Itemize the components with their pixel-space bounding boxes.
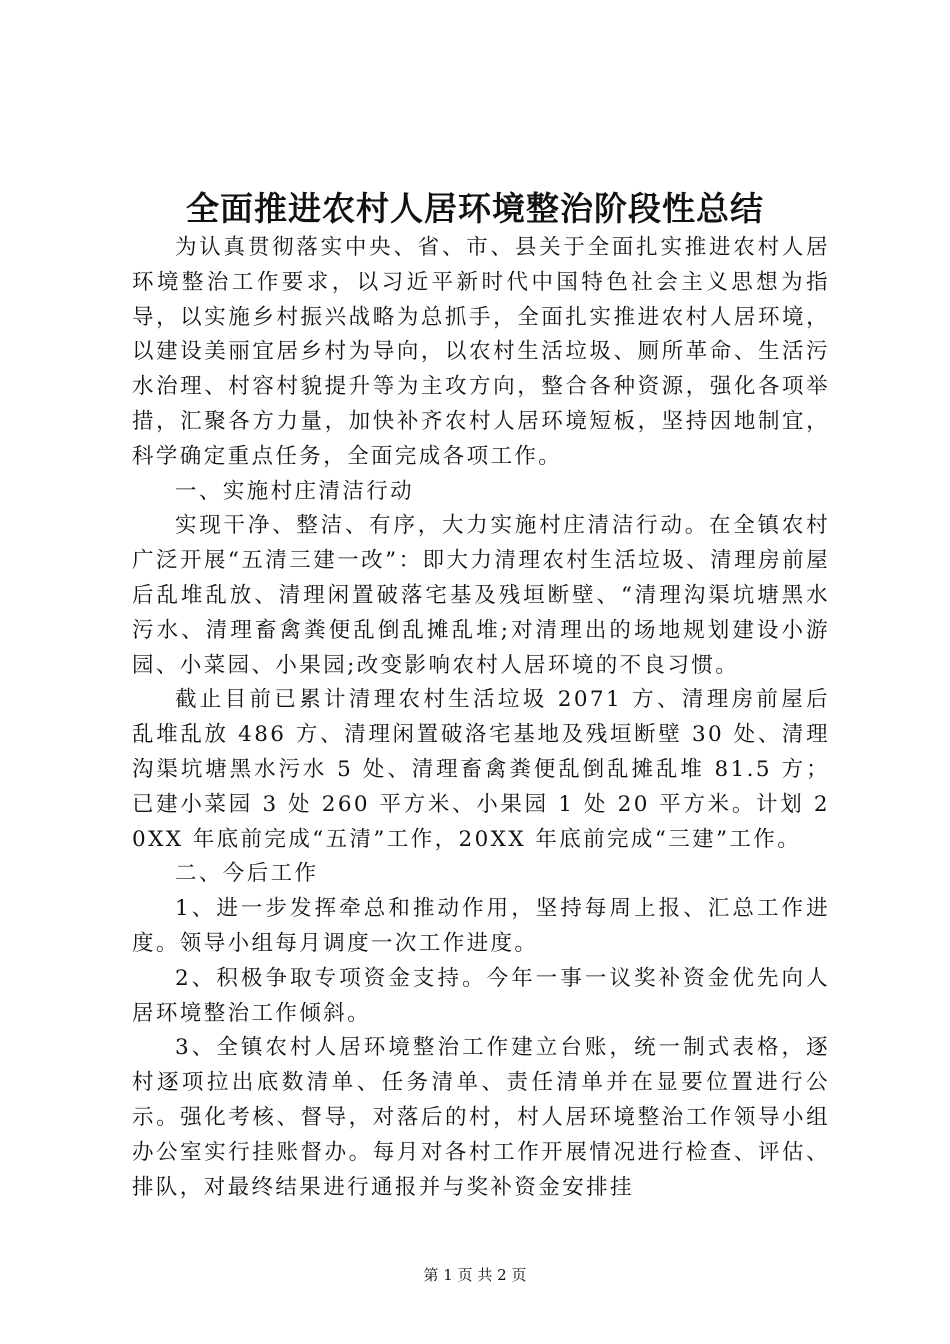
section-heading-1: 一、实施村庄清洁行动 (175, 478, 415, 504)
section-1-paragraph-1: 实现干净、整洁、有序，大力实施村庄清洁行动。在全镇农村广泛开展“五清三建一改”：即大力清理农村生活垃圾、清理房前屋后乱堆乱放、清理闲置破落宅基及残垣断壁、“清理沟渠坑塘黑水污水、清理畜禽粪便乱倒乱摊乱堆;对清理出的场地规划建设小游园、小菜园、小果园;改变影响农村人居环境的不良习惯。 (132, 513, 830, 678)
section-1-paragraph-2: 截止目前已累计清理农村生活垃圾 2071 方、清理房前屋后乱堆乱放 486 方、清理闲置破洛宅基地及残垣断壁 30 处、清理沟渠坑塘黑水污水 5 处、清理畜禽粪便乱倒乱摊乱堆 81.5 方；已建小菜园 3 处 260 平方米、小果园 1 处 20 平方米。计划 20XX 年底前完成“五清”工作，20XX 年底前完成“三建”工作。 (132, 687, 830, 852)
section-heading-2: 二、今后工作 (175, 861, 319, 887)
section-2-item-3: 3、全镇农村人居环境整治工作建立台账，统一制式表格，逐村逐项拉出底数清单、任务清单、责任清单并在显要位置进行公示。强化考核、督导，对落后的村，村人居环境整治工作领导小组办公室实行挂账督办。每月对各村工作开展情况进行检查、评估、排队，对最终结果进行通报并与奖补资金安排挂 (132, 1035, 830, 1200)
section-2-item-1: 1、进一步发挥牵总和推动作用，坚持每周上报、汇总工作进度。领导小组每月调度一次工作进度。 (132, 896, 830, 956)
section-2-item-2: 2、积极争取专项资金支持。今年一事一议奖补资金优先向人居环境整治工作倾斜。 (132, 965, 830, 1026)
page-footer: 第 1 页 共 2 页 (423, 1266, 527, 1284)
document-body (132, 231, 830, 1205)
intro-paragraph: 为认真贯彻落实中央、省、市、县关于全面扎实推进农村人居环境整治工作要求，以习近平新时代中国特色社会主义思想为指导，以实施乡村振兴战略为总抓手，全面扎实推进农村人居环境，以建设美丽宜居乡村为导向，以农村生活垃圾、厕所革命、生活污水治理、村容村貌提升等为主攻方向，整合各种资源，强化各项举措，汇聚各方力量，加快补齐农村人居环境短板，坚持因地制宜，科学确定重点任务，全面完成各项工作。 (132, 235, 830, 469)
document-title: 全面推进农村人居环境整治阶段性总结 (186, 189, 764, 228)
